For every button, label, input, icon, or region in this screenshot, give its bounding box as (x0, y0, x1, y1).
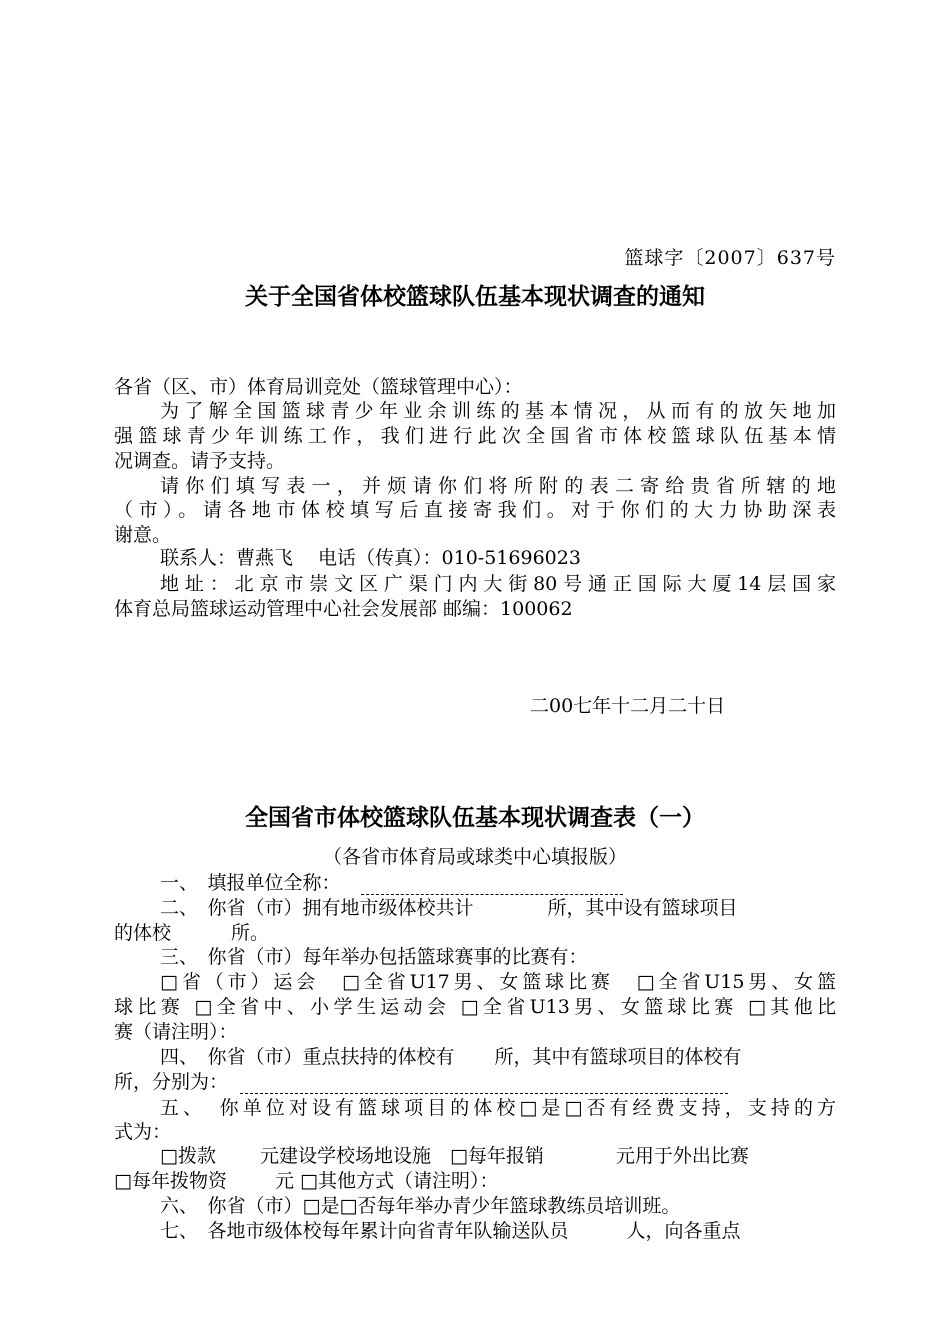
question-5-options-line-2 (114, 1169, 498, 1193)
question-7-text-b: 人，向各重点 (626, 1220, 741, 1242)
question-2-line-2 (114, 921, 269, 945)
question-5-line-1[interactable]: 五、 你单位对设有篮球项目的体校□是□否有经费支持，支持的方 (160, 1097, 836, 1119)
question-4-line-2 (114, 1070, 728, 1094)
question-2-text-a: 二、 你省（市）拥有地市级体校共计 (160, 897, 474, 919)
paragraph-2-line-2: （市）。请各地市体校填写后直接寄我们。对于你们的大力协助深表 (114, 499, 836, 521)
survey-subtitle: （各省市体育局或球类中心填报版） (322, 846, 627, 868)
question-3-options-line-3: 赛（请注明）： (114, 1021, 238, 1043)
question-4-text-b: 所，其中有篮球项目的体校有 (494, 1046, 742, 1068)
question-5-options-line-1 (160, 1144, 836, 1168)
question-3-options-line-1[interactable]: □省（市）运会 □全省U17男、女篮球比赛 □全省U15男、女篮 (160, 971, 836, 993)
question-5-line-2: 式为： (114, 1121, 172, 1143)
option-reimburse[interactable]: 元建设学校场地设施 □每年报销 (259, 1145, 544, 1167)
document-number: 篮球字〔2007〕637号 (624, 247, 836, 269)
question-2-text-b: 所，其中设有篮球项目 (547, 897, 738, 919)
option-other[interactable]: 元 □其他方式（请注明）： (274, 1170, 499, 1192)
survey-title: 全国省市体校篮球队伍基本现状调查表（一） (245, 804, 705, 831)
question-2-line-1 (160, 896, 738, 920)
question-1 (160, 871, 623, 895)
question-4-line-1 (160, 1045, 742, 1069)
key-school-names-blank[interactable] (240, 1075, 728, 1094)
paragraph-1-line-3: 况调查。请予支持。 (114, 450, 286, 472)
question-4-text-c: 所，分别为： (114, 1071, 229, 1093)
address-line-1: 地址：北京市崇文区广渠门内大街80号通正国际大厦14层国家 (160, 573, 836, 595)
notice-date: 二00七年十二月二十日 (530, 695, 726, 717)
notice-title: 关于全国省体校篮球队伍基本现状调查的通知 (245, 283, 705, 310)
contact-line: 联系人：曹燕飞 电话（传真）：010-51696023 (160, 547, 581, 569)
unit-name-blank[interactable] (361, 876, 623, 895)
question-2-text-c: 的体校 (114, 922, 172, 944)
question-7-text-a: 七、 各地市级体校每年累计向省青年队输送队员 (160, 1220, 569, 1242)
salutation: 各省（区、市）体育局训竞处（篮球管理中心）： (114, 376, 523, 398)
option-grant[interactable]: □拨款 (160, 1145, 216, 1167)
question-7 (160, 1219, 836, 1243)
question-1-text: 一、 填报单位全称： (160, 872, 341, 894)
paragraph-1-line-2: 强篮球青少年训练工作，我们进行此次全国省市体校篮球队伍基本情 (114, 425, 836, 447)
question-3: 三、 你省（市）每年举办包括篮球赛事的比赛有： (160, 946, 588, 968)
question-6[interactable]: 六、 你省（市）□是□否每年举办青少年篮球教练员培训班。 (160, 1195, 681, 1217)
paragraph-2-line-1: 请你们填写表一，并烦请你们将所附的表二寄给贵省所辖的地 (160, 475, 836, 497)
question-2-text-d: 所。 (231, 922, 270, 944)
paragraph-1-line-1: 为了解全国篮球青少年业余训练的基本情况，从而有的放矢地加 (160, 400, 836, 422)
option-reimburse-purpose: 元用于外出比赛 (615, 1145, 749, 1167)
question-3-options-line-2[interactable]: 球比赛 □全省中、小学生运动会 □全省U13男、女篮球比赛 □其他比 (114, 996, 836, 1018)
option-materials[interactable]: □每年拨物资 (114, 1170, 227, 1192)
question-4-text-a: 四、 你省（市）重点扶持的体校有 (160, 1046, 455, 1068)
paragraph-2-line-3: 谢意。 (114, 524, 172, 546)
address-line-2: 体育总局篮球运动管理中心社会发展部 邮编：100062 (114, 598, 573, 620)
